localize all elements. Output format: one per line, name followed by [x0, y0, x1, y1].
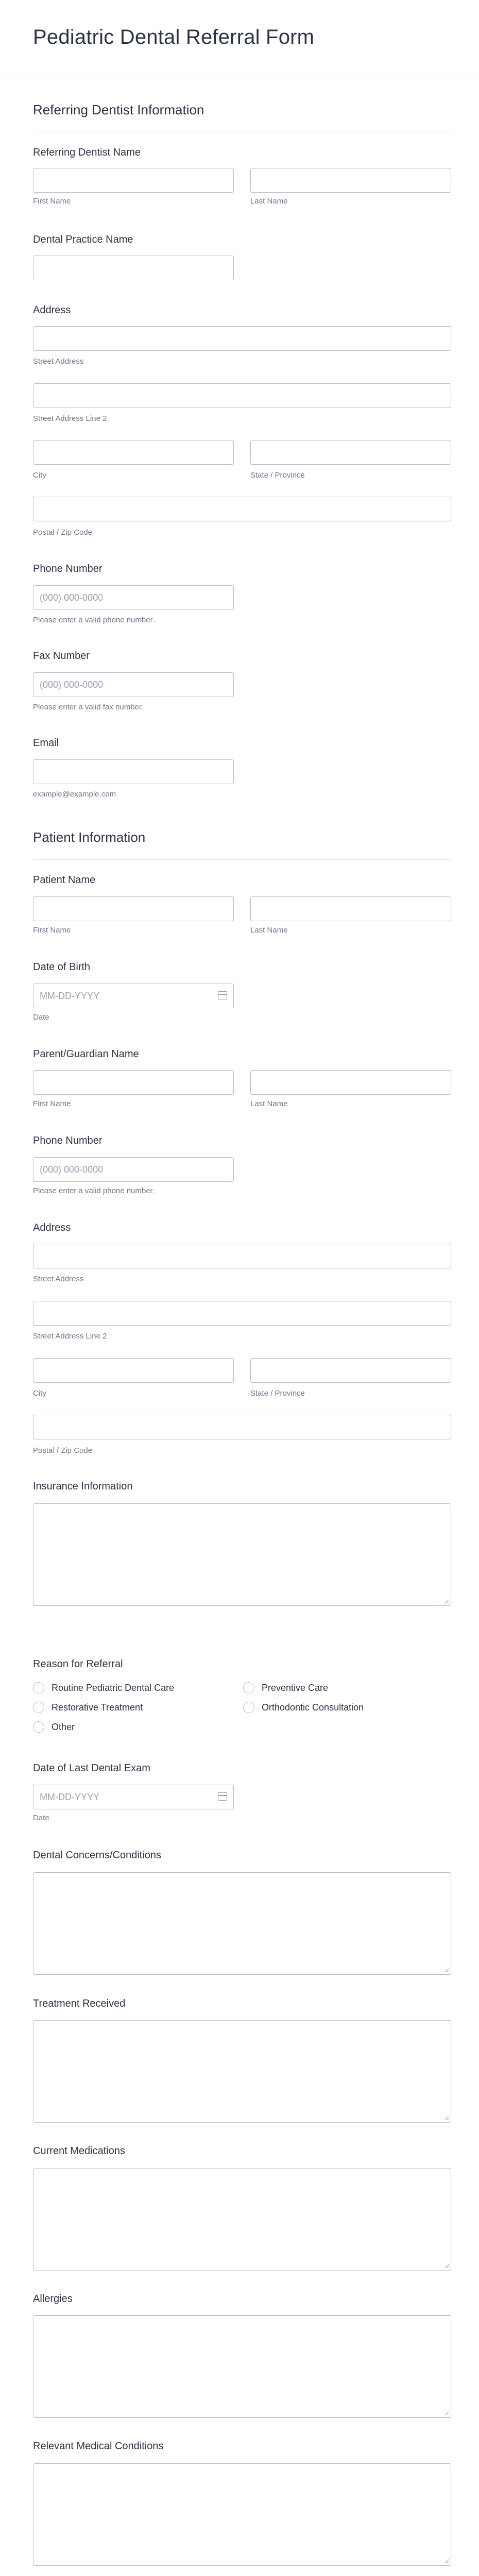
- radio-button[interactable]: [33, 1682, 44, 1693]
- last-name-sublabel: Last Name: [250, 926, 288, 935]
- patient-street2-input[interactable]: [33, 1301, 451, 1326]
- medical-conditions-label: Relevant Medical Conditions: [33, 2441, 164, 2452]
- section-title-referring: Referring Dentist Information: [33, 102, 204, 117]
- patient-state-input[interactable]: [250, 1358, 451, 1383]
- patient-phone-input[interactable]: [33, 1157, 234, 1182]
- phone-sublabel: Please enter a valid phone number.: [33, 1187, 155, 1195]
- calendar-icon[interactable]: [218, 1792, 227, 1801]
- treatment-label: Treatment Received: [33, 1998, 126, 2009]
- dob-label: Date of Birth: [33, 961, 91, 973]
- referring-last-name-input[interactable]: [250, 168, 451, 193]
- referring-first-name-input[interactable]: [33, 168, 234, 193]
- allergies-label: Allergies: [33, 2293, 73, 2304]
- referring-postal-input[interactable]: [33, 497, 451, 521]
- referring-phone-label: Phone Number: [33, 563, 102, 574]
- radio-label: Orthodontic Consultation: [262, 1702, 364, 1713]
- dob-placeholder: MM-DD-YYYY: [40, 991, 99, 1001]
- patient-city-input[interactable]: [33, 1358, 234, 1383]
- dob-sublabel: Date: [33, 1013, 49, 1022]
- fax-placeholder: (000) 000-0000: [40, 680, 104, 690]
- patient-name-label: Patient Name: [33, 874, 96, 886]
- radio-label: Routine Pediatric Dental Care: [52, 1682, 175, 1693]
- phone-placeholder: (000) 000-0000: [40, 592, 104, 603]
- postal-sublabel: Postal / Zip Code: [33, 528, 93, 537]
- referring-street2-input[interactable]: [33, 383, 451, 408]
- patient-postal-input[interactable]: [33, 1415, 451, 1439]
- calendar-icon[interactable]: [218, 991, 227, 999]
- last-exam-label: Date of Last Dental Exam: [33, 1762, 150, 1774]
- city-sublabel: City: [33, 471, 46, 480]
- allergies-textarea[interactable]: [33, 2315, 451, 2418]
- state-sublabel: State / Province: [250, 1389, 305, 1398]
- reason-option-orthodontic[interactable]: [243, 1702, 364, 1713]
- last-name-sublabel: Last Name: [250, 197, 288, 206]
- referring-state-input[interactable]: [250, 440, 451, 465]
- section-title-patient: Patient Information: [33, 829, 146, 845]
- resize-grip-icon[interactable]: [444, 2411, 449, 2416]
- last-exam-sublabel: Date: [33, 1814, 49, 1822]
- guardian-name-label: Parent/Guardian Name: [33, 1048, 139, 1060]
- city-sublabel: City: [33, 1389, 46, 1398]
- medical-conditions-textarea[interactable]: [33, 2463, 451, 2566]
- radio-button[interactable]: [33, 1721, 44, 1733]
- resize-grip-icon[interactable]: [444, 1599, 449, 1604]
- patient-phone-label: Phone Number: [33, 1135, 102, 1146]
- patient-street-input[interactable]: [33, 1244, 451, 1268]
- radio-button[interactable]: [33, 1702, 44, 1713]
- insurance-label: Insurance Information: [33, 1481, 133, 1492]
- practice-name-input[interactable]: [33, 256, 234, 280]
- reason-label: Reason for Referral: [33, 1658, 123, 1670]
- phone-sublabel: Please enter a valid phone number.: [33, 616, 155, 624]
- fax-sublabel: Please enter a valid fax number.: [33, 703, 144, 711]
- practice-name-label: Dental Practice Name: [33, 234, 133, 245]
- fax-input[interactable]: [33, 672, 234, 697]
- last-exam-input[interactable]: [33, 1785, 234, 1809]
- radio-label: Other: [52, 1721, 75, 1732]
- referring-address-label: Address: [33, 304, 71, 316]
- referring-name-label: Referring Dentist Name: [33, 147, 141, 158]
- referring-city-input[interactable]: [33, 440, 234, 465]
- referring-street-input[interactable]: [33, 326, 451, 351]
- last-exam-placeholder: MM-DD-YYYY: [40, 1792, 99, 1802]
- state-sublabel: State / Province: [250, 471, 305, 480]
- patient-last-name-input[interactable]: [250, 896, 451, 921]
- medications-label: Current Medications: [33, 2145, 125, 2157]
- insurance-textarea[interactable]: [33, 1503, 451, 1606]
- guardian-last-name-input[interactable]: [250, 1070, 451, 1095]
- resize-grip-icon[interactable]: [444, 2115, 449, 2121]
- phone-placeholder: (000) 000-0000: [40, 1164, 104, 1175]
- radio-label: Restorative Treatment: [52, 1702, 143, 1713]
- concerns-textarea[interactable]: [33, 1872, 451, 1975]
- email-label: Email: [33, 737, 59, 749]
- concerns-label: Dental Concerns/Conditions: [33, 1850, 162, 1861]
- reason-option-routine[interactable]: [33, 1682, 174, 1693]
- reason-option-other[interactable]: [33, 1721, 75, 1733]
- guardian-first-name-input[interactable]: [33, 1070, 234, 1095]
- form-header: [0, 0, 479, 78]
- email-sublabel: example@example.com: [33, 790, 116, 799]
- reason-option-preventive[interactable]: [243, 1682, 328, 1693]
- radio-label: Preventive Care: [262, 1682, 329, 1693]
- dob-input[interactable]: [33, 984, 234, 1008]
- patient-first-name-input[interactable]: [33, 896, 234, 921]
- last-name-sublabel: Last Name: [250, 1099, 288, 1108]
- street2-sublabel: Street Address Line 2: [33, 1332, 107, 1341]
- street-sublabel: Street Address: [33, 1275, 84, 1283]
- form-title: Pediatric Dental Referral Form: [33, 26, 315, 48]
- resize-grip-icon[interactable]: [444, 2263, 449, 2268]
- fax-label: Fax Number: [33, 650, 90, 662]
- resize-grip-icon[interactable]: [444, 2558, 449, 2564]
- medications-textarea[interactable]: [33, 2168, 451, 2270]
- street2-sublabel: Street Address Line 2: [33, 414, 107, 423]
- section-divider: [33, 859, 451, 860]
- first-name-sublabel: First Name: [33, 197, 71, 206]
- postal-sublabel: Postal / Zip Code: [33, 1446, 93, 1455]
- street-sublabel: Street Address: [33, 357, 84, 366]
- referring-phone-input[interactable]: [33, 585, 234, 610]
- patient-address-label: Address: [33, 1222, 71, 1233]
- radio-button[interactable]: [243, 1682, 254, 1693]
- first-name-sublabel: First Name: [33, 1099, 71, 1108]
- radio-button[interactable]: [243, 1702, 254, 1713]
- reason-option-restorative[interactable]: [33, 1702, 143, 1713]
- first-name-sublabel: First Name: [33, 926, 71, 935]
- email-input[interactable]: [33, 759, 234, 784]
- treatment-textarea[interactable]: [33, 2020, 451, 2123]
- resize-grip-icon[interactable]: [444, 1968, 449, 1973]
